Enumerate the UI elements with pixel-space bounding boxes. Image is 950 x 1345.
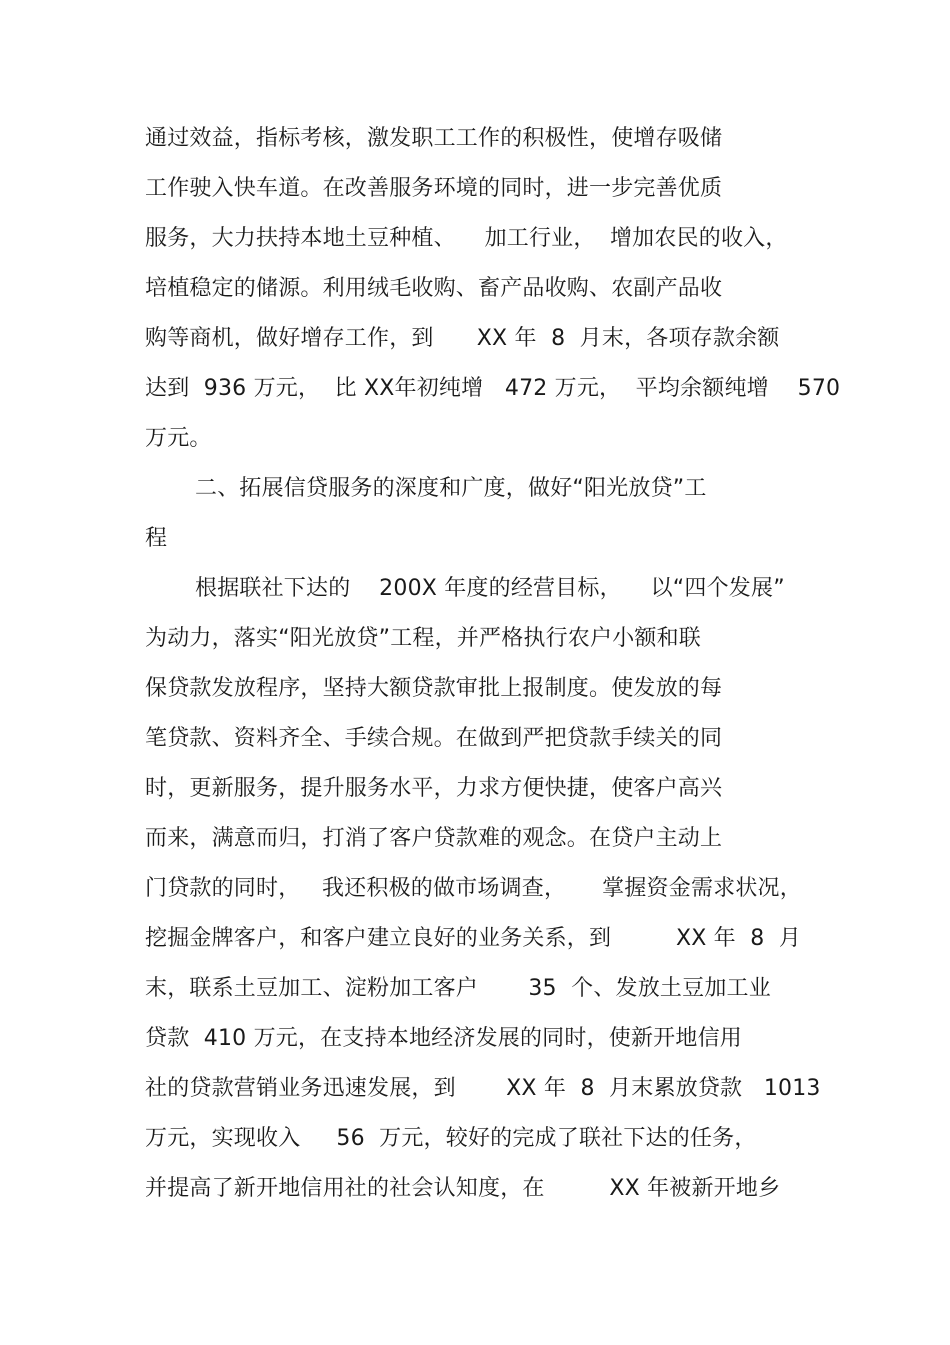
- body-text-line: 末，联系土豆加工、淀粉加工客户 35 个、发放土豆加工业: [145, 976, 771, 1001]
- body-text-line: 为动力，落实“阳光放贷”工程，并严格执行农户小额和联: [145, 626, 701, 651]
- body-text-line: 通过效益，指标考核，激发职工工作的积极性，使增存吸储: [145, 126, 723, 151]
- body-text-line: 购等商机，做好增存工作，到 XX 年 8 月末，各项存款余额: [145, 326, 780, 351]
- body-text-line: 并提高了新开地信用社的社会认知度，在 XX 年被新开地乡: [145, 1176, 781, 1201]
- body-text-line: 保贷款发放程序，坚持大额贷款审批上报制度。使发放的每: [145, 676, 723, 701]
- body-text-line: 挖掘金牌客户，和客户建立良好的业务关系，到 XX 年 8 月: [145, 926, 802, 951]
- body-text-line: 门贷款的同时， 我还积极的做市场调查， 掌握资金需求状况，: [145, 876, 802, 901]
- body-text-line: 工作驶入快车道。在改善服务环境的同时，进一步完善优质: [145, 176, 723, 201]
- paragraph-first-line: 根据联社下达的 200X 年度的经营目标， 以“四个发展”: [195, 576, 785, 601]
- body-text-line: 服务，大力扶持本地土豆种植、 加工行业， 增加农民的收入，: [145, 226, 788, 251]
- section-heading-continuation: 程: [145, 526, 168, 551]
- body-text-line: 时，更新服务，提升服务水平，力求方便快捷，使客户高兴: [145, 776, 723, 801]
- body-text-line: 贷款 410 万元，在支持本地经济发展的同时，使新开地信用: [145, 1026, 742, 1051]
- body-text-line: 笔贷款、资料齐全、手续合规。在做到严把贷款手续关的同: [145, 726, 723, 751]
- section-heading: 二、拓展信贷服务的深度和广度，做好“阳光放贷”工: [195, 476, 707, 501]
- body-text-line: 培植稳定的储源。利用绒毛收购、畜产品收购、农副产品收: [145, 276, 723, 301]
- body-text-line: 而来，满意而归，打消了客户贷款难的观念。在贷户主动上: [145, 826, 723, 851]
- body-text-line: 社的贷款营销业务迅速发展，到 XX 年 8 月末累放贷款 1013: [145, 1076, 821, 1101]
- body-text-line: 万元。: [145, 426, 212, 451]
- body-text-line: 达到 936 万元， 比 XX年初纯增 472 万元， 平均余额纯增 570: [145, 376, 841, 401]
- body-text-line: 万元，实现收入 56 万元，较好的完成了联社下达的任务，: [145, 1126, 757, 1151]
